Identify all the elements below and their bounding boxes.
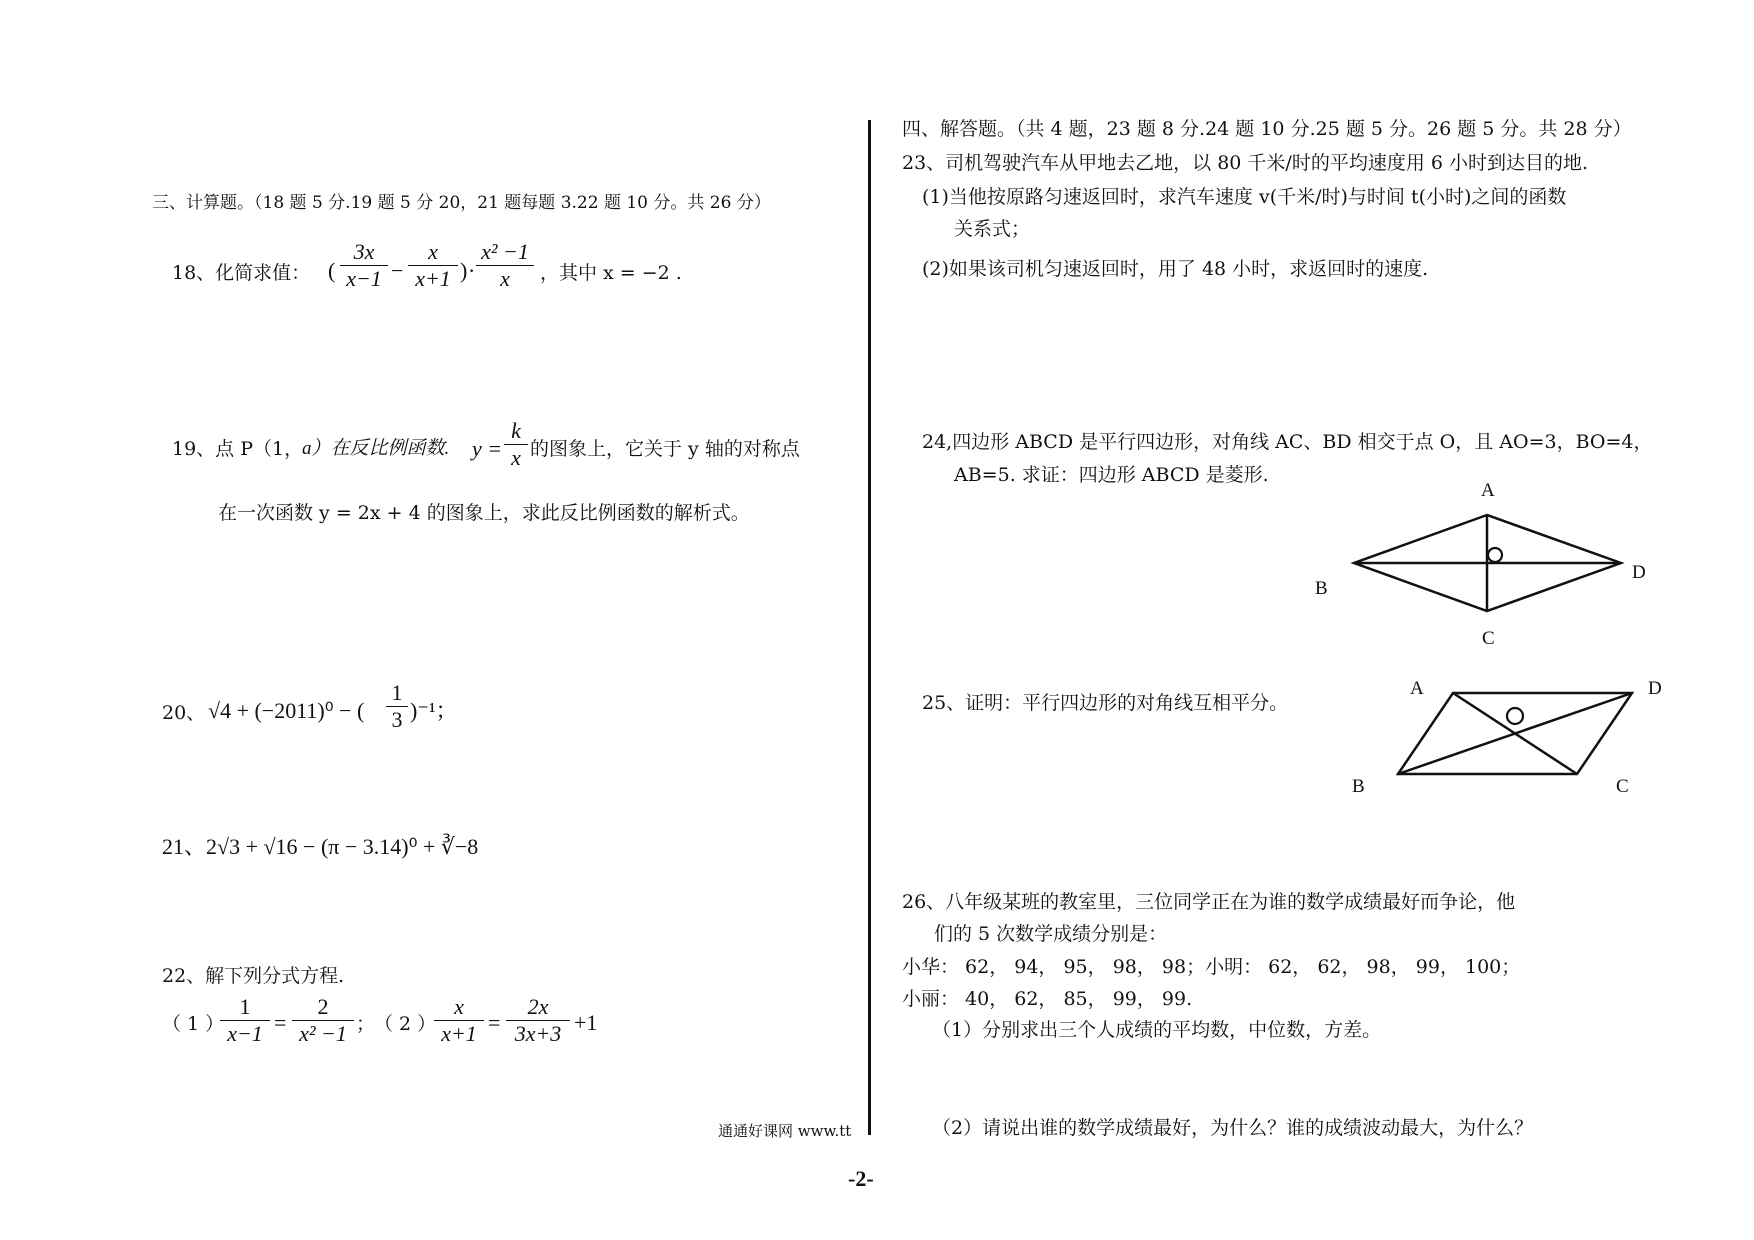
q23-stem: 23、司机驾驶汽车从甲地去乙地，以 80 千米/时的平均速度用 6 小时到达目的地. (902, 152, 1589, 174)
q22-semicolon: ； (356, 1013, 376, 1035)
page-number: -2- (848, 1166, 874, 1191)
q22-part1-label: （ 1 ） (162, 1013, 225, 1035)
q20-expression-b: )⁻¹； (410, 698, 458, 723)
q20-one-third: 1 3 (386, 682, 408, 731)
q18-paren-open: ( (328, 258, 336, 283)
q19-line1-a: 19、点 P（1， (172, 438, 304, 460)
section4-heading: 四、解答题。（共 4 题，23 题 8 分.24 题 10 分.25 题 5 分。26 题 5 分。共 28 分） (902, 118, 1632, 140)
rhombus-figure (1340, 500, 1640, 640)
q24-line1: 24,四边形 ABCD 是平行四边形，对角线 AC、BD 相交于点 O，且 AO=3，BO=4， (922, 431, 1653, 453)
q22-fraction-b: 2 x² −1 (292, 996, 354, 1045)
q18-prefix: 18、化简求值： (172, 262, 311, 284)
q23-part1-line1: (1)当他按原路匀速返回时，求汽车速度 v(千米/时)与时间 t(小时)之间的函数 (922, 186, 1567, 208)
rhombus-label-a: A (1481, 480, 1495, 501)
q18-minus: − (391, 258, 404, 283)
q18-fraction-3: x² −1 x (476, 241, 534, 290)
parallelogram-label-c: C (1616, 776, 1629, 797)
section3-heading: 三、计算题。（18 题 5 分.19 题 5 分 20，21 题每题 3.22 题 10 分。共 26 分） (152, 193, 771, 213)
parallelogram-label-d: D (1648, 678, 1662, 699)
q22-fraction-d: 2x 3x+3 (506, 996, 570, 1045)
rhombus-label-d: D (1632, 562, 1646, 583)
footer-site-text: 通通好课网 www.tt (718, 1122, 852, 1140)
q18-paren-close: ) (460, 258, 468, 283)
q22-part2-label: （ 2 ） (374, 1013, 437, 1035)
q20-prefix: 20、 (162, 702, 206, 724)
rhombus-label-b: B (1315, 578, 1328, 599)
q19-line2: 在一次函数 y = 2x + 4 的图象上，求此反比例函数的解析式。 (218, 502, 750, 524)
question-21: 21、2√3 + √16 − (π − 3.14)⁰ + ∛−8 (162, 834, 479, 859)
q26-part1: （1）分别求出三个人成绩的平均数，中位数，方差。 (932, 1019, 1382, 1041)
column-divider (868, 120, 871, 1135)
q19-line1-c: 的图象上，它关于 y 轴的对称点 (530, 438, 800, 460)
q18-fraction-2: x x+1 (408, 241, 458, 290)
q26-line1: 26、八年级某班的教室里，三位同学正在为谁的数学成绩最好而争论，他 (902, 891, 1516, 913)
q19-line1-b: a）在反比例函数. (302, 438, 450, 459)
q19-y-equals: y = (472, 436, 503, 461)
q22-equals-1: = (274, 1010, 287, 1035)
q22-fraction-a: 1 x−1 (220, 996, 270, 1045)
q24-line2: AB=5. 求证：四边形 ABCD 是菱形. (954, 464, 1269, 486)
rhombus-label-c: C (1482, 628, 1495, 649)
q20-expression-a: √4 + (−2011)⁰ − ( (208, 698, 365, 723)
q23-part2: (2)如果该司机匀速返回时，用了 48 小时，求返回时的速度. (922, 258, 1429, 280)
intersection-point-o (1507, 708, 1523, 724)
q18-condition: ，其中 x = −2 . (540, 262, 682, 284)
center-point-o (1488, 548, 1502, 562)
q22-plus-one: +1 (574, 1010, 598, 1035)
q18-fraction-1: 3x x−1 (340, 241, 388, 290)
q23-part1-line2: 关系式； (954, 218, 1031, 240)
q22-fraction-c: x x+1 (434, 996, 484, 1045)
q22-title: 22、解下列分式方程. (162, 965, 345, 987)
parallelogram-figure (1380, 690, 1640, 780)
q26-scores-xiaoli: 小丽： 40， 62， 85， 99， 99. (902, 988, 1193, 1010)
parallelogram-diagonal-bd (1398, 693, 1632, 774)
q26-scores-xiaohua-xiaoming: 小华： 62， 94， 95， 98， 98；小明： 62， 62， 98， 99， 100； (902, 956, 1521, 978)
parallelogram-label-b: B (1352, 776, 1365, 797)
q18-dot: · (468, 258, 476, 283)
q26-line2: 们的 5 次数学成绩分别是： (934, 923, 1168, 945)
q22-equals-2: = (488, 1010, 501, 1035)
parallelogram-label-a: A (1410, 678, 1424, 699)
q26-part2: （2）请说出谁的数学成绩最好，为什么？谁的成绩波动最大，为什么？ (932, 1117, 1534, 1139)
q19-k-over-x: k x (504, 420, 528, 469)
q25-text: 25、证明：平行四边形的对角线互相平分。 (922, 692, 1289, 714)
